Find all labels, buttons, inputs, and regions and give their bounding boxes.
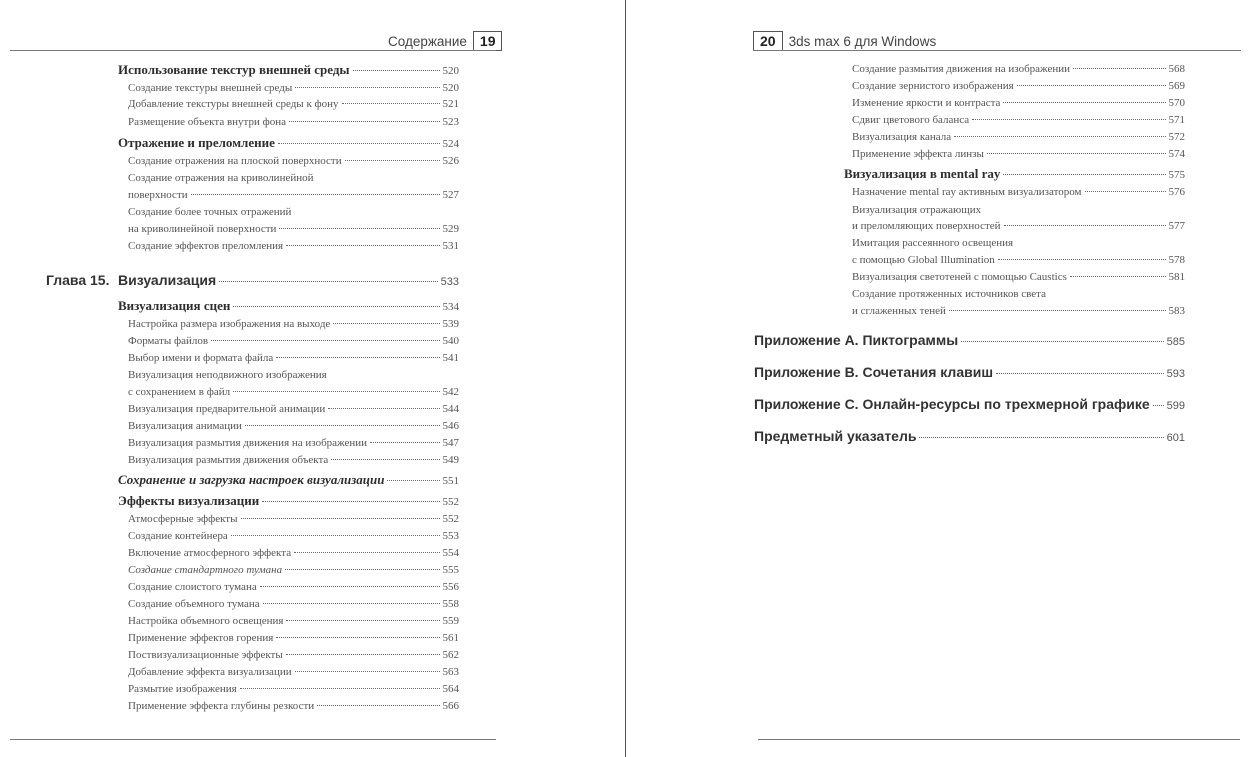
leader-dots bbox=[919, 437, 1163, 438]
toc-entry-title: Добавление текстуры внешней среды к фону bbox=[128, 98, 339, 110]
toc-entry-page: 520 bbox=[442, 82, 459, 94]
leader-dots bbox=[263, 603, 440, 604]
toc-entry-title: Визуализация отражающих bbox=[852, 204, 982, 216]
toc-entry-page: 562 bbox=[442, 649, 459, 661]
page-number: 19 bbox=[473, 31, 503, 51]
toc-entry-page: 552 bbox=[442, 496, 459, 508]
leader-dots bbox=[331, 459, 439, 460]
toc-entry[interactable] bbox=[128, 318, 459, 330]
toc-entry-title: Создание отражения на криволинейной bbox=[128, 172, 314, 184]
toc-entry-title: на криволинейной поверхности bbox=[128, 223, 277, 235]
toc-index-entry[interactable] bbox=[754, 428, 1185, 444]
toc-entry-title: Визуализация размытия движения на изображении bbox=[128, 437, 368, 449]
leader-dots bbox=[278, 143, 440, 144]
toc-entry-title: Визуализация светотеней с помощью Caustics bbox=[852, 271, 1067, 283]
toc-entry-page: 566 bbox=[442, 700, 459, 712]
toc-entry-title: Создание стандартного тумана bbox=[128, 564, 283, 576]
toc-entry-title: Сдвиг цветового баланса bbox=[852, 114, 970, 126]
toc-entry-title: Размытие изображения bbox=[128, 683, 237, 695]
toc-entry[interactable] bbox=[128, 223, 459, 235]
toc-entry-page: 540 bbox=[442, 335, 459, 347]
leader-dots bbox=[245, 425, 440, 426]
leader-dots bbox=[1004, 225, 1166, 226]
chapter-label: Глава 15. bbox=[46, 272, 110, 288]
toc-entry-page: 553 bbox=[442, 530, 459, 542]
toc-entry-page: 547 bbox=[442, 437, 459, 449]
toc-entry-title: Приложение В. Сочетания клавиш bbox=[754, 364, 993, 380]
toc-entry-page: 539 bbox=[442, 318, 459, 330]
toc-entry-page: 568 bbox=[1168, 63, 1185, 75]
toc-entry-title: Создание объемного тумана bbox=[128, 598, 260, 610]
leader-dots bbox=[387, 480, 439, 481]
toc-entry[interactable] bbox=[128, 189, 459, 201]
toc-entry-page: 581 bbox=[1168, 271, 1185, 283]
toc-entry[interactable] bbox=[128, 700, 459, 712]
toc-entry-page: 569 bbox=[1168, 80, 1185, 92]
toc-entry-title: с сохранением в файл bbox=[128, 386, 231, 398]
toc-entry[interactable] bbox=[852, 131, 1185, 143]
toc-entry-page: 523 bbox=[442, 116, 459, 128]
toc-entry-title: Приложение А. Пиктограммы bbox=[754, 332, 959, 348]
toc-entry-title: Включение атмосферного эффекта bbox=[128, 547, 292, 559]
toc-entry-title: Создание отражения на плоской поверхности bbox=[128, 155, 342, 167]
toc-entry-title: Визуализация размытия движения объекта bbox=[128, 454, 329, 466]
toc-entry-page: 561 bbox=[442, 632, 459, 644]
toc-entry-title: Визуализация неподвижного изображения bbox=[128, 369, 327, 381]
toc-entry-title: Размещение объекта внутри фона bbox=[128, 116, 287, 128]
leader-dots bbox=[949, 310, 1166, 311]
toc-entry-title: Настройка размера изображения на выходе bbox=[128, 318, 331, 330]
toc-entry-page: 526 bbox=[442, 155, 459, 167]
right-page-header bbox=[753, 30, 936, 52]
toc-entry[interactable] bbox=[852, 305, 1185, 317]
toc-entry[interactable] bbox=[128, 116, 459, 128]
leader-dots bbox=[276, 637, 439, 638]
toc-entry-page: 549 bbox=[442, 454, 459, 466]
toc-entry-page: 551 bbox=[442, 475, 459, 487]
toc-entry[interactable] bbox=[128, 666, 459, 678]
leader-dots bbox=[211, 340, 439, 341]
leader-dots bbox=[317, 705, 439, 706]
toc-entry-title: Визуализация сцен bbox=[118, 298, 231, 313]
toc-entry-title: Создание текстуры внешней среды bbox=[128, 82, 293, 94]
toc-appendix-entry[interactable] bbox=[754, 332, 1185, 348]
toc-entry-page: 544 bbox=[442, 403, 459, 415]
toc-entry[interactable] bbox=[128, 98, 459, 110]
toc-entry[interactable] bbox=[844, 166, 1185, 182]
toc-entry[interactable] bbox=[128, 454, 459, 466]
toc-entry-title: Визуализация анимации bbox=[128, 420, 242, 432]
toc-entry[interactable] bbox=[128, 547, 459, 559]
leader-dots bbox=[286, 245, 439, 246]
toc-entry-page: 552 bbox=[442, 513, 459, 525]
toc-entry-title: Применение эффектов горения bbox=[128, 632, 274, 644]
leader-dots bbox=[1070, 276, 1166, 277]
toc-entry[interactable] bbox=[852, 97, 1185, 109]
toc-entry-title: Эффекты визуализации bbox=[118, 493, 260, 508]
toc-entry-title: Назначение mental ray активным визуализатором bbox=[852, 186, 1082, 198]
toc-entry[interactable] bbox=[852, 80, 1185, 92]
toc-entry[interactable] bbox=[118, 62, 459, 78]
toc-entry-title: и преломляющих поверхностей bbox=[852, 220, 1001, 232]
leader-dots bbox=[370, 442, 439, 443]
toc-entry-page: 571 bbox=[1168, 114, 1185, 126]
leader-dots bbox=[260, 586, 440, 587]
toc-entry-page: 577 bbox=[1168, 220, 1185, 232]
toc-entry[interactable] bbox=[128, 683, 459, 695]
toc-entry-title: поверхности bbox=[128, 189, 188, 201]
leader-dots bbox=[219, 281, 437, 282]
toc-entry[interactable] bbox=[128, 564, 459, 576]
toc-entry-page: 529 bbox=[442, 223, 459, 235]
toc-appendix-entry[interactable] bbox=[754, 364, 1185, 380]
leader-dots bbox=[328, 408, 439, 409]
toc-entry-page: 572 bbox=[1168, 131, 1185, 143]
toc-entry[interactable] bbox=[852, 148, 1185, 160]
toc-entry-page: 521 bbox=[442, 98, 459, 110]
header-title: 3ds max 6 для Windows bbox=[788, 33, 937, 49]
left-page bbox=[0, 0, 626, 757]
toc-entry-page: 564 bbox=[442, 683, 459, 695]
toc-entry[interactable] bbox=[852, 220, 1185, 232]
toc-entry-title: Визуализация bbox=[118, 272, 217, 288]
right-page bbox=[628, 0, 1256, 757]
toc-entry[interactable] bbox=[128, 335, 459, 347]
toc-entry-title: Имитация рассеянного освещения bbox=[852, 237, 1014, 249]
toc-entry-page: 527 bbox=[442, 189, 459, 201]
toc-entry-page: 531 bbox=[442, 240, 459, 252]
toc-entry[interactable] bbox=[128, 437, 459, 449]
toc-entry-page: 558 bbox=[442, 598, 459, 610]
toc-entry[interactable] bbox=[128, 632, 459, 644]
page-number: 20 bbox=[753, 31, 783, 51]
toc-entry-title: Поствизуализационные эффекты bbox=[128, 649, 283, 661]
toc-entry-page: 574 bbox=[1168, 148, 1185, 160]
leader-dots bbox=[289, 121, 439, 122]
toc-entry-page: 593 bbox=[1166, 368, 1185, 380]
toc-entry[interactable] bbox=[852, 63, 1185, 75]
toc-entry-title: Изменение яркости и контраста bbox=[852, 97, 1001, 109]
toc-entry[interactable] bbox=[128, 82, 459, 94]
toc-entry-page: 556 bbox=[442, 581, 459, 593]
leader-dots bbox=[961, 341, 1163, 342]
toc-entry-title: Создание размытия движения на изображении bbox=[852, 63, 1071, 75]
leader-dots bbox=[987, 153, 1166, 154]
left-page-header bbox=[388, 30, 502, 52]
leader-dots bbox=[1085, 191, 1166, 192]
toc-entry[interactable] bbox=[128, 155, 459, 167]
toc-entry[interactable] bbox=[118, 472, 459, 488]
leader-dots bbox=[1003, 102, 1165, 103]
toc-entry[interactable] bbox=[128, 403, 459, 415]
toc-entry[interactable] bbox=[128, 386, 459, 398]
leader-dots bbox=[295, 87, 439, 88]
toc-entry-page: 520 bbox=[442, 65, 459, 77]
header-rule bbox=[753, 50, 1241, 51]
toc-entry-title: Визуализация предварительной анимации bbox=[128, 403, 326, 415]
toc-entry[interactable] bbox=[128, 530, 459, 542]
leader-dots bbox=[345, 160, 440, 161]
toc-entry-title: Создание более точных отражений bbox=[128, 206, 292, 218]
toc-entry-title: Форматы файлов bbox=[128, 335, 209, 347]
toc-entry-page: 576 bbox=[1168, 186, 1185, 198]
toc-entry-title: Создание контейнера bbox=[128, 530, 228, 542]
header-title: Содержание bbox=[388, 33, 467, 49]
toc-entry-page: 575 bbox=[1168, 169, 1185, 181]
toc-entry[interactable] bbox=[118, 135, 459, 151]
toc-entry-page: 563 bbox=[442, 666, 459, 678]
toc-entry-page: 601 bbox=[1166, 432, 1185, 444]
toc-entry-title: Визуализация канала bbox=[852, 131, 952, 143]
toc-entry-title: Создание зернистого изображения bbox=[852, 80, 1014, 92]
leader-dots bbox=[276, 357, 439, 358]
toc-entry-page: 541 bbox=[442, 352, 459, 364]
toc-appendix-entry[interactable] bbox=[754, 396, 1185, 412]
leader-dots bbox=[333, 323, 439, 324]
toc-entry-title: Предметный указатель bbox=[754, 428, 917, 444]
toc-entry-page: 546 bbox=[442, 420, 459, 432]
header-rule bbox=[10, 50, 496, 51]
toc-entry-page: 583 bbox=[1168, 305, 1185, 317]
leader-dots bbox=[353, 70, 440, 71]
toc-entry-title: Визуализация в mental ray bbox=[844, 166, 1001, 181]
toc-entry-title: с помощью Global Illumination bbox=[852, 254, 995, 266]
toc-entry-page: 559 bbox=[442, 615, 459, 627]
leader-dots bbox=[342, 103, 440, 104]
toc-entry[interactable] bbox=[118, 493, 459, 509]
leader-dots bbox=[996, 373, 1164, 374]
toc-entry-title: Отражение и преломление bbox=[118, 135, 275, 150]
toc-entry-page: 542 bbox=[442, 386, 459, 398]
leader-dots bbox=[286, 654, 440, 655]
toc-entry[interactable] bbox=[128, 513, 459, 525]
toc-entry[interactable] bbox=[128, 581, 459, 593]
toc-entry[interactable] bbox=[128, 240, 459, 252]
toc-entry-page: 570 bbox=[1168, 97, 1185, 109]
toc-entry-title: Создание протяженных источников света bbox=[852, 288, 1046, 300]
toc-entry-title: Сохранение и загрузка настроек визуализации bbox=[118, 472, 385, 487]
leader-dots bbox=[191, 194, 440, 195]
toc-entry-title: и сглаженных теней bbox=[852, 305, 946, 317]
leader-dots bbox=[998, 259, 1166, 260]
leader-dots bbox=[972, 119, 1165, 120]
toc-entry-title: Атмосферные эффекты bbox=[128, 513, 238, 525]
toc-entry-page: 533 bbox=[440, 276, 459, 288]
toc-entry[interactable] bbox=[128, 598, 459, 610]
toc-entry[interactable] bbox=[128, 420, 459, 432]
leader-dots bbox=[231, 535, 440, 536]
leader-dots bbox=[294, 552, 439, 553]
toc-entry[interactable] bbox=[128, 352, 459, 364]
toc-entry-page: 524 bbox=[442, 138, 459, 150]
toc-entry-title: Добавление эффекта визуализации bbox=[128, 666, 292, 678]
toc-entry-title: Приложение С. Онлайн-ресурсы по трехмерной графике bbox=[754, 396, 1150, 412]
toc-entry-title: Выбор имени и формата файла bbox=[128, 352, 274, 364]
toc-chapter-entry[interactable] bbox=[118, 272, 459, 288]
toc-entry-page: 585 bbox=[1166, 336, 1185, 348]
toc-entry[interactable] bbox=[852, 254, 1185, 266]
leader-dots bbox=[1003, 174, 1165, 175]
leader-dots bbox=[1153, 405, 1164, 406]
leader-dots bbox=[285, 569, 439, 570]
toc-entry-page: 534 bbox=[442, 301, 459, 313]
toc-entry-page: 578 bbox=[1168, 254, 1185, 266]
leader-dots bbox=[286, 620, 439, 621]
toc-entry-title: Настройка объемного освещения bbox=[128, 615, 284, 627]
leader-dots bbox=[241, 518, 440, 519]
toc-entry[interactable] bbox=[852, 271, 1185, 283]
toc-entry-title: Создание эффектов преломления bbox=[128, 240, 284, 252]
toc-entry[interactable] bbox=[852, 114, 1185, 126]
toc-entry-page: 555 bbox=[442, 564, 459, 576]
toc-entry-page: 554 bbox=[442, 547, 459, 559]
toc-entry[interactable] bbox=[128, 649, 459, 661]
leader-dots bbox=[295, 671, 440, 672]
leader-dots bbox=[240, 688, 440, 689]
toc-entry-title: Использование текстур внешней среды bbox=[118, 62, 350, 77]
leader-dots bbox=[954, 136, 1165, 137]
leader-dots bbox=[233, 306, 439, 307]
leader-dots bbox=[262, 501, 439, 502]
footer-rule bbox=[758, 739, 1240, 740]
leader-dots bbox=[279, 228, 439, 229]
leader-dots bbox=[233, 391, 439, 392]
toc-entry-title: Применение эффекта линзы bbox=[852, 148, 984, 160]
toc-entry[interactable] bbox=[852, 186, 1185, 198]
toc-entry-title: Применение эффекта глубины резкости bbox=[128, 700, 315, 712]
toc-entry-title: Создание слоистого тумана bbox=[128, 581, 257, 593]
toc-entry[interactable] bbox=[118, 298, 459, 314]
toc-entry[interactable] bbox=[128, 615, 459, 627]
footer-rule bbox=[10, 739, 496, 740]
leader-dots bbox=[1073, 68, 1165, 69]
toc-entry-page: 599 bbox=[1166, 400, 1185, 412]
leader-dots bbox=[1017, 85, 1166, 86]
